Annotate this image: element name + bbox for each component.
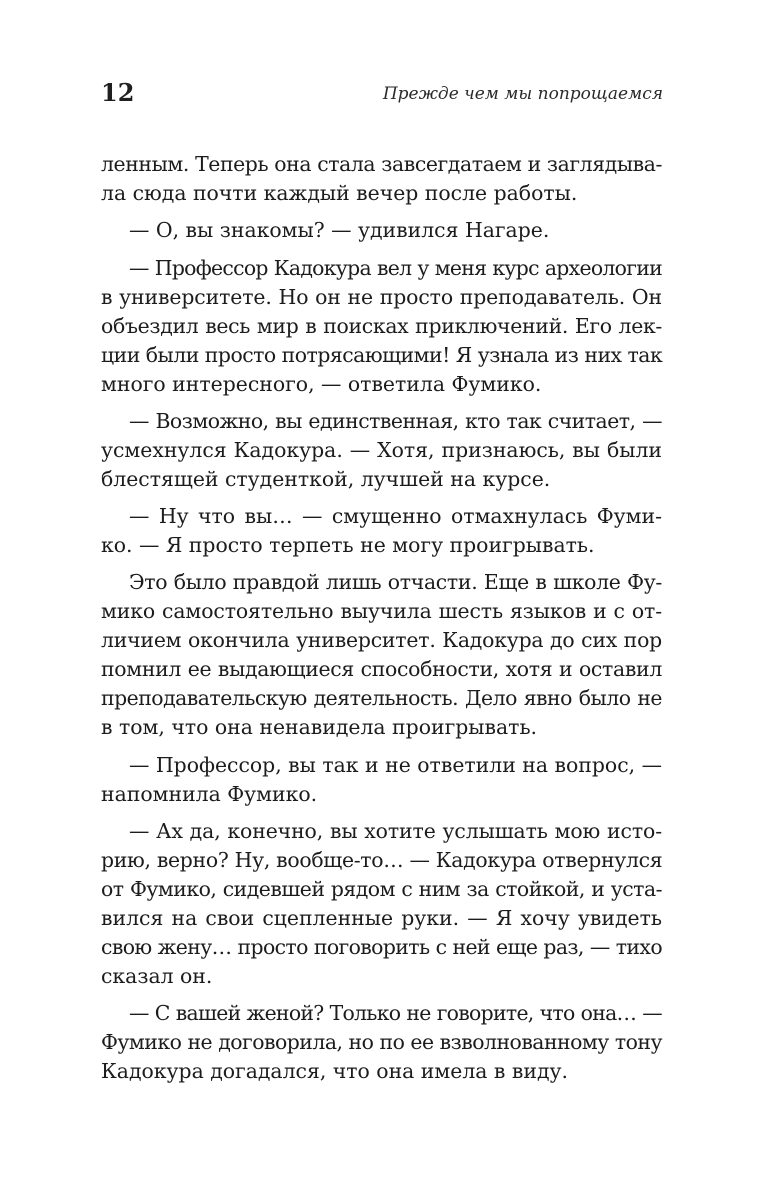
text-line: — О, вы знакомы? — удивился Нагаре.: [129, 218, 550, 243]
running-title: Прежде чем мы попрощаемся: [382, 84, 663, 104]
text-line: ко. — Я просто терпеть не могу проигрывать.: [101, 533, 595, 558]
paragraph: [101, 751, 662, 809]
paragraph: [101, 502, 662, 560]
text-line: усмехнулся Кадокура. — Хотя, признаюсь, вы были: [101, 437, 662, 462]
text-line: блестящей студенткой, лучшей на курсе.: [101, 466, 551, 491]
body-text: [101, 150, 662, 1095]
text-line: преподавательскую деятельность. Дело явно было не: [101, 686, 662, 711]
page-header: [101, 76, 663, 116]
text-line: в университете. Но он не просто преподаватель. Он: [101, 284, 662, 309]
text-line: сказал он.: [101, 964, 213, 989]
text-line: много интересного, — ответила Фумико.: [101, 371, 542, 396]
text-line: ции были просто потрясающими! Я узнала из них так: [101, 342, 663, 367]
text-line: — Возможно, вы единственная, кто так считает, —: [129, 408, 662, 433]
text-line: помнил ее выдающиеся способности, хотя и оставил: [101, 657, 662, 682]
text-line: напомнила Фумико.: [101, 781, 318, 806]
text-line: — С вашей женой? Только не говорите, что она… —: [129, 1001, 662, 1026]
text-line: личием окончила университет. Кадокура до сих пор: [101, 628, 662, 653]
paragraph: [101, 568, 662, 742]
paragraph: [101, 817, 662, 991]
paragraph: [101, 150, 662, 208]
text-line: Фумико не договорила, но по ее взволнованному тону: [101, 1030, 662, 1055]
text-line: в том, что она ненавидела проигрывать.: [101, 715, 538, 740]
text-line: ленным. Теперь она стала завсегдатаем и заглядыва-: [101, 152, 662, 176]
text-line: объездил весь мир в поисках приключений. Его лек-: [101, 313, 662, 338]
text-line: — Профессор Кадокура вел у меня курс археологии: [129, 255, 662, 280]
paragraph: [101, 999, 662, 1086]
text-line: Это было правдой лишь отчасти. Еще в школе Фу-: [129, 570, 662, 595]
paragraph: [101, 216, 662, 245]
text-line: мико самостоятельно выучила шесть языков и с от-: [101, 599, 662, 624]
text-line: ла сюда почти каждый вечер после работы.: [101, 181, 578, 205]
text-line: рию, верно? Ну, вообще-то… — Кадокура отвернулся: [101, 848, 663, 873]
text-line: — Ах да, конечно, вы хотите услышать мою исто-: [129, 819, 662, 844]
page-number: 12: [101, 78, 135, 107]
text-line: — Профессор, вы так и не ответили на вопрос, —: [129, 752, 662, 777]
paragraph: [101, 254, 662, 399]
text-line: — Ну что вы… — смущенно отмахнулась Фуми-: [129, 504, 662, 529]
text-line: Кадокура догадался, что она имела в виду.: [101, 1059, 568, 1084]
text-line: от Фумико, сидевшей рядом с ним за стойкой, и уста-: [101, 877, 662, 902]
text-line: вился на свои сцепленные руки. — Я хочу увидеть: [101, 906, 662, 931]
paragraph: [101, 407, 662, 494]
text-line: свою жену… просто поговорить с ней еще раз, — тихо: [101, 935, 662, 960]
